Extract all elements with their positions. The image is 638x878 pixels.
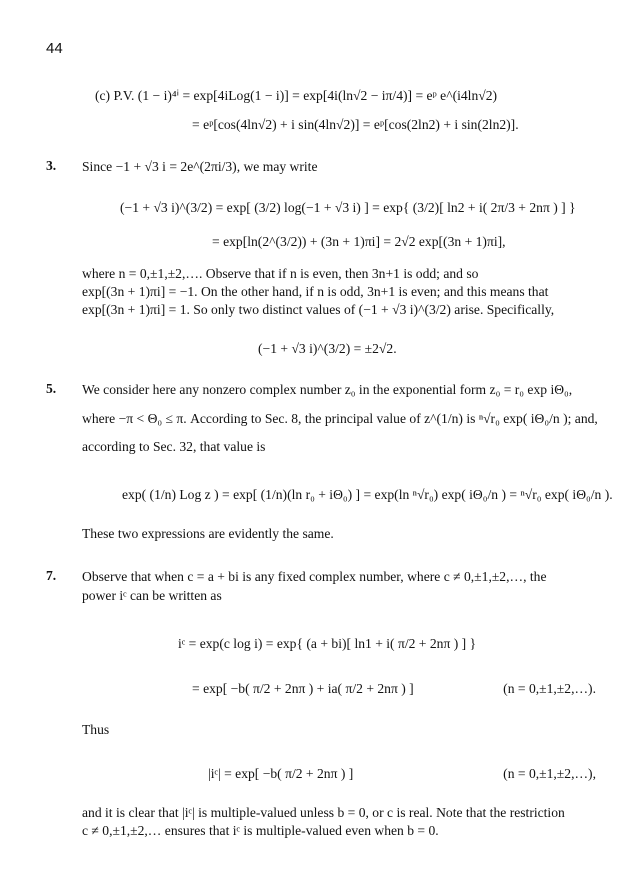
page-number: 44 (46, 40, 63, 57)
exercise-3-equation-2: = exp[ln(2^(3/2)) + (3n + 1)πi] = 2√2 exp[(3n + 1)πi], (212, 234, 506, 249)
exercise-5-text-3: according to Sec. 32, that value is (82, 439, 266, 454)
exercise-7-equation-1: iᶜ = exp(c log i) = exp{ (a + bi)[ ln1 + i( π/2 + 2nπ ) ] } (178, 636, 477, 651)
exercise-5-number: 5. (46, 381, 57, 396)
exercise-3-text-3: exp[(3n + 1)πi] = 1. So only two distinct values of (−1 + √3 i)^(3/2) arise. Specifically, (82, 302, 555, 317)
exercise-5-equation-1: exp( (1/n) Log z ) = exp[ (1/n)(ln r₀ + iΘ₀) ] = exp(ln ⁿ√r₀) exp( iΘ₀/n ) = ⁿ√r₀ exp( iΘ₀/n ). (122, 487, 613, 502)
exercise-7-text-3: and it is clear that |iᶜ| is multiple-valued unless b = 0, or c is real. Note that the restriction (82, 805, 565, 820)
exercise-7-number: 7. (46, 568, 57, 583)
exercise-3-intro: Since −1 + √3 i = 2e^(2πi/3), we may write (82, 159, 318, 174)
exercise-3-text-2: exp[(3n + 1)πi] = −1. On the other hand, if n is odd, 3n+1 is even; and this means that (82, 284, 549, 299)
exercise-3-number: 3. (46, 158, 57, 173)
exercise-7-equation-3: |iᶜ| = exp[ −b( π/2 + 2nπ ) ] (208, 766, 354, 781)
exercise-7-text-1: Observe that when c = a + bi is any fixed complex number, where c ≠ 0,±1,±2,…, the (82, 569, 547, 584)
exercise-7-equation-2: = exp[ −b( π/2 + 2nπ ) + ia( π/2 + 2nπ ) ] (192, 681, 414, 696)
exercise-5-text-4: These two expressions are evidently the same. (82, 526, 334, 541)
exercise-5-text-2: where −π < Θ₀ ≤ π. According to Sec. 8, the principal value of z^(1/n) is ⁿ√r₀ exp( iΘ₀/n ); and, (82, 411, 598, 426)
exercise-3-equation-1: (−1 + √3 i)^(3/2) = exp[ (3/2) log(−1 + √3 i) ] = exp{ (3/2)[ ln2 + i( 2π/3 + 2nπ ) ] } (120, 200, 576, 215)
exercise-3-equation-3: (−1 + √3 i)^(3/2) = ±2√2. (258, 341, 397, 356)
exercise-7-text-2: power iᶜ can be written as (82, 588, 222, 603)
exercise-3-text-1: where n = 0,±1,±2,…. Observe that if n is even, then 3n+1 is odd; and so (82, 266, 479, 281)
part-c-line-1: (c) P.V. (1 − i)⁴ⁱ = exp[4iLog(1 − i)] = exp[4i(ln√2 − iπ/4)] = eᵖ e^(i4ln√2) (95, 88, 498, 103)
exercise-7-equation-3-condition: (n = 0,±1,±2,…), (503, 766, 596, 781)
exercise-7-equation-2-condition: (n = 0,±1,±2,…). (503, 681, 596, 696)
exercise-7-thus: Thus (82, 722, 110, 737)
exercise-7-text-4: c ≠ 0,±1,±2,… ensures that iᶜ is multiple-valued even when b = 0. (82, 823, 439, 838)
part-c-line-2: = eᵖ[cos(4ln√2) + i sin(4ln√2)] = eᵖ[cos(2ln2) + i sin(2ln2)]. (192, 117, 519, 132)
exercise-5-text-1: We consider here any nonzero complex number z₀ in the exponential form z₀ = r₀ exp iΘ₀, (82, 382, 573, 397)
